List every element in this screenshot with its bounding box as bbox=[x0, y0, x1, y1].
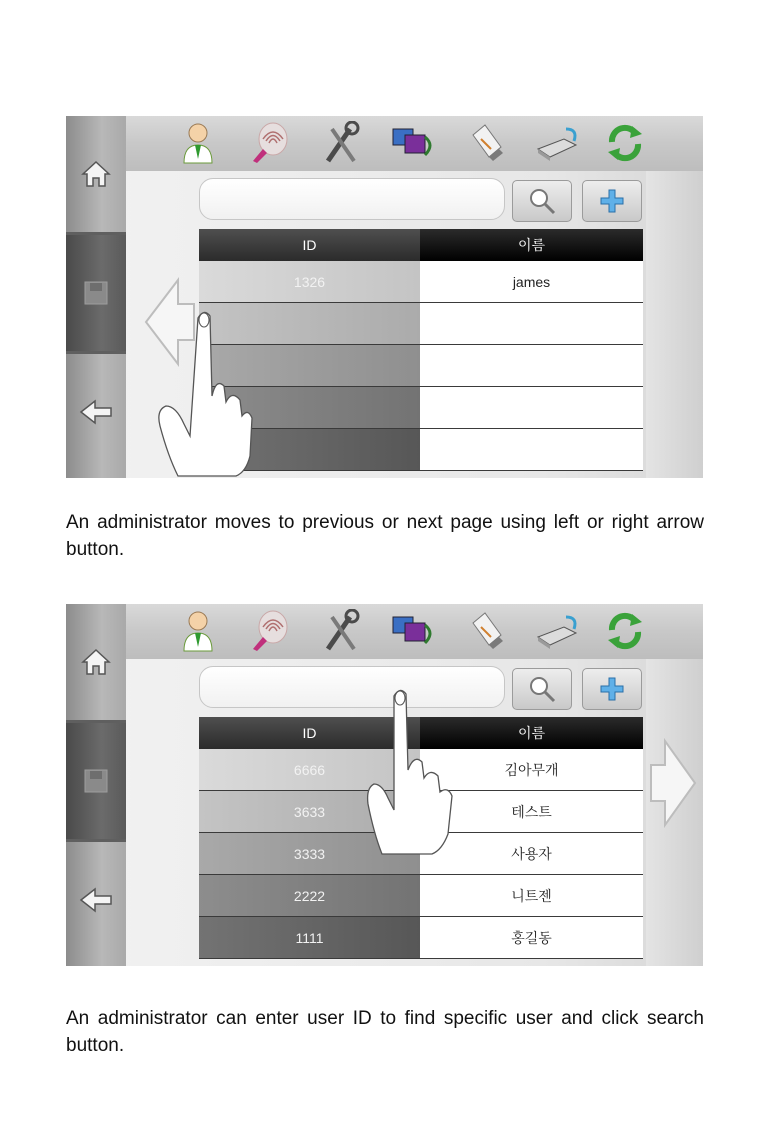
toolbar-refresh-button[interactable] bbox=[602, 120, 648, 166]
toolbar-router-button[interactable] bbox=[534, 120, 580, 166]
save-button[interactable] bbox=[66, 235, 126, 351]
left-sidebar bbox=[66, 116, 126, 478]
search-button[interactable] bbox=[512, 668, 572, 710]
column-header-name[interactable]: 이름 bbox=[420, 229, 643, 261]
back-button[interactable] bbox=[66, 354, 126, 470]
top-toolbar bbox=[126, 604, 703, 659]
cell-name: 사용자 bbox=[420, 833, 643, 875]
screenshot-2 bbox=[66, 604, 703, 966]
toolbar-user-button[interactable] bbox=[175, 608, 221, 654]
user-table bbox=[199, 229, 643, 471]
toolbar-user-button[interactable] bbox=[175, 120, 221, 166]
column-header-id[interactable]: ID bbox=[199, 717, 420, 749]
refresh-icon bbox=[604, 610, 646, 652]
network-icon bbox=[389, 123, 435, 163]
plus-icon bbox=[597, 674, 627, 704]
search-button[interactable] bbox=[512, 180, 572, 222]
add-user-button[interactable] bbox=[582, 668, 642, 710]
cell-name bbox=[420, 429, 643, 471]
toolbar-tools-button[interactable] bbox=[318, 120, 364, 166]
top-toolbar bbox=[126, 116, 703, 171]
cell-name: 니트젠 bbox=[420, 875, 643, 917]
toolbar-tools-button[interactable] bbox=[318, 608, 364, 654]
save-button[interactable] bbox=[66, 723, 126, 839]
cell-name: 테스트 bbox=[420, 791, 643, 833]
fingerprint-icon bbox=[249, 609, 291, 653]
network-icon bbox=[389, 611, 435, 651]
column-header-name[interactable]: 이름 bbox=[420, 717, 643, 749]
table-row[interactable] bbox=[199, 303, 643, 345]
caption-1: An administrator moves to previous or next page using left or right arrow button. bbox=[66, 512, 704, 560]
back-icon bbox=[79, 886, 113, 914]
cell-name bbox=[420, 303, 643, 345]
refresh-icon bbox=[604, 122, 646, 164]
screenshot-1 bbox=[66, 116, 703, 478]
toolbar-network-button[interactable] bbox=[389, 120, 435, 166]
toolbar-router-button[interactable] bbox=[534, 608, 580, 654]
search-icon bbox=[527, 674, 557, 704]
table-row[interactable] bbox=[199, 387, 643, 429]
table-row[interactable] bbox=[199, 875, 643, 917]
cell-name: 김아무개 bbox=[420, 749, 643, 791]
table-row[interactable] bbox=[199, 917, 643, 959]
toolbar-usb-button[interactable] bbox=[462, 608, 508, 654]
pointing-hand-icon bbox=[366, 684, 476, 856]
user-icon bbox=[178, 121, 218, 165]
home-icon bbox=[81, 647, 111, 677]
toolbar-fingerprint-button[interactable] bbox=[247, 120, 293, 166]
home-icon bbox=[81, 159, 111, 189]
back-icon bbox=[79, 398, 113, 426]
next-page-button[interactable] bbox=[649, 737, 697, 834]
table-row[interactable] bbox=[199, 345, 643, 387]
cell-name: james bbox=[420, 261, 643, 303]
cell-name bbox=[420, 387, 643, 429]
left-sidebar bbox=[66, 604, 126, 966]
cell-name: 홍길동 bbox=[420, 917, 643, 959]
cell-id: 2222 bbox=[199, 875, 420, 917]
home-button[interactable] bbox=[66, 116, 126, 232]
save-icon bbox=[82, 767, 110, 795]
toolbar-usb-button[interactable] bbox=[462, 120, 508, 166]
cell-id: 1111 bbox=[199, 917, 420, 959]
cell-id: 6666 bbox=[199, 749, 420, 791]
toolbar-refresh-button[interactable] bbox=[602, 608, 648, 654]
right-arrow-icon bbox=[649, 737, 697, 829]
cell-id: 3333 bbox=[199, 833, 420, 875]
tools-icon bbox=[320, 121, 362, 165]
router-icon bbox=[534, 611, 580, 651]
plus-icon bbox=[597, 186, 627, 216]
caption-2: An administrator can enter user ID to find specific user and click search button. bbox=[66, 1008, 704, 1056]
table-row[interactable] bbox=[199, 261, 643, 303]
toolbar-network-button[interactable] bbox=[389, 608, 435, 654]
cell-id: 1326 bbox=[199, 261, 420, 303]
router-icon bbox=[534, 123, 580, 163]
cell-id: 3633 bbox=[199, 791, 420, 833]
usb-icon bbox=[465, 121, 505, 165]
right-panel bbox=[646, 171, 703, 478]
home-button[interactable] bbox=[66, 604, 126, 720]
tools-icon bbox=[320, 609, 362, 653]
usb-icon bbox=[465, 609, 505, 653]
search-input[interactable] bbox=[199, 178, 505, 220]
add-user-button[interactable] bbox=[582, 180, 642, 222]
user-icon bbox=[178, 609, 218, 653]
pointing-hand-icon bbox=[154, 306, 264, 478]
fingerprint-icon bbox=[249, 121, 291, 165]
toolbar-fingerprint-button[interactable] bbox=[247, 608, 293, 654]
save-icon bbox=[82, 279, 110, 307]
table-row[interactable] bbox=[199, 429, 643, 471]
table-header bbox=[199, 229, 643, 261]
search-icon bbox=[527, 186, 557, 216]
back-button[interactable] bbox=[66, 842, 126, 958]
column-header-id[interactable]: ID bbox=[199, 229, 420, 261]
cell-name bbox=[420, 345, 643, 387]
